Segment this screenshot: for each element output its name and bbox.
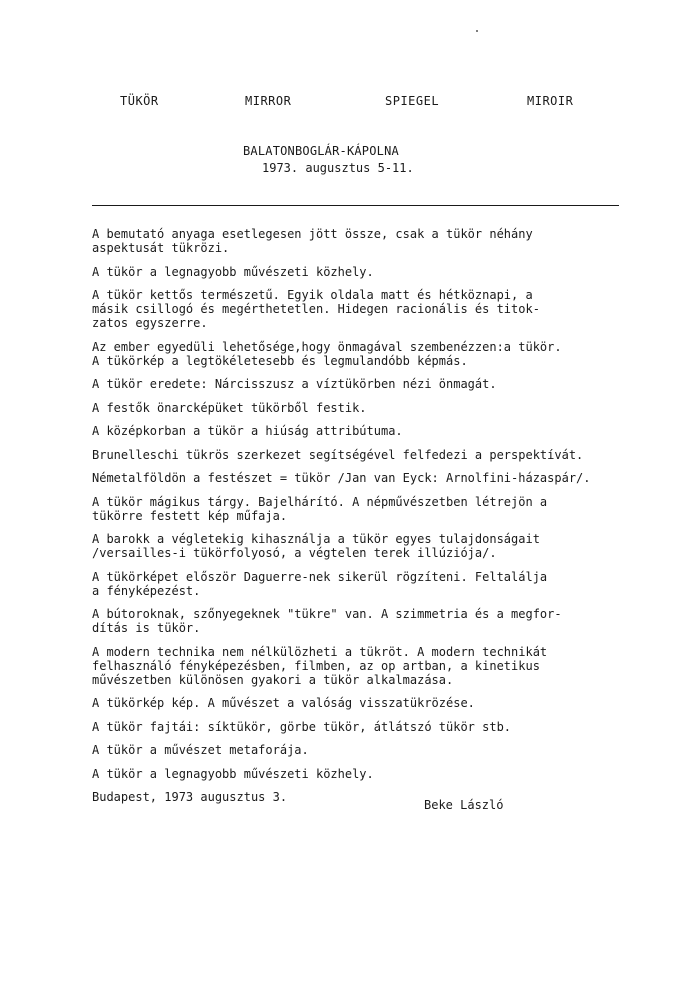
header-word-miroir: MIROIR (527, 94, 574, 108)
paragraph-3: A tükör kettős természetű. Egyik oldala matt és hétköznapi, a másik csillogó és megérthetetlen. Hidegen racionális és titok- zatos egyszerre. (92, 288, 540, 330)
paragraph-2: A tükör a legnagyobb művészeti közhely. (92, 264, 374, 279)
paragraph-12: A tükörképet először Daguerre-nek sikerül rögzíteni. Feltalálja a fényképezést. (92, 569, 548, 598)
paragraph-1: A bemutató anyaga esetlegesen jött össze, csak a tükör néhány aspektusát tükrözi. (92, 227, 533, 255)
dates-line: 1973. augusztus 5-11. (262, 161, 414, 175)
venue-line: BALATONBOGLÁR-KÁPOLNA (243, 144, 399, 158)
paragraph-7: A középkorban a tükör a hiúság attribútuma. (92, 424, 403, 438)
ink-speck (476, 30, 478, 32)
paragraph-16: A tükör fajtái: síktükör, görbe tükör, átlátszó tükör stb. (92, 719, 512, 734)
place-date-line: Budapest, 1973 augusztus 3. (92, 790, 288, 804)
paragraph-6: A festők önarcképüket tükörből festik. (92, 400, 367, 415)
paragraph-17: A tükör a művészet metaforája. (92, 743, 309, 757)
author-signature: Beke László (424, 798, 504, 812)
paragraph-18: A tükör a legnagyobb művészeti közhely. (92, 766, 374, 781)
paragraph-5: A tükör eredete: Nárcisszusz a víztükörben nézi önmagát. (92, 377, 497, 391)
paragraph-9: Németalföldön a festészet = tükör /Jan van Eyck: Arnolfini-házaspár/. (92, 471, 591, 485)
paragraph-11: A barokk a végletekig kihasználja a tükör egyes tulajdonságait /versailles-i tükörfolyosó, a végtelen terek illúziója/. (92, 532, 540, 560)
header-word-mirror: MIRROR (245, 94, 292, 108)
statement-body (92, 227, 692, 814)
paragraph-13: A bútoroknak, szőnyegeknek "tükre" van. A szimmetria és a megfor- dítás is tükör. (92, 607, 562, 635)
header-word-spiegel: SPIEGEL (385, 94, 440, 108)
paragraph-8: Brunelleschi tükrös szerkezet segítségével felfedezi a perspektívát. (92, 447, 584, 462)
paragraph-14: A modern technika nem nélkülözheti a tükröt. A modern technikát felhasználó fényképezésben, filmben, az op artban, a kinetikus művészetben különösen gyakori a tükör alkalmazása. (92, 644, 548, 687)
paragraph-4: Az ember egyedüli lehetősége,hogy önmagával szembenézzen:a tükör. A tükörkép a legtökéletesebb és legmulandóbb képmás. (92, 339, 562, 368)
horizontal-rule (92, 205, 619, 206)
header-word-tukor: TÜKÖR (120, 94, 159, 108)
paragraph-15: A tükörkép kép. A művészet a valóság visszatükrözése. (92, 696, 475, 710)
paragraph-10: A tükör mágikus tárgy. Bajelhárító. A népművészetben létrejön a tükörre festett kép műfaja. (92, 494, 548, 523)
